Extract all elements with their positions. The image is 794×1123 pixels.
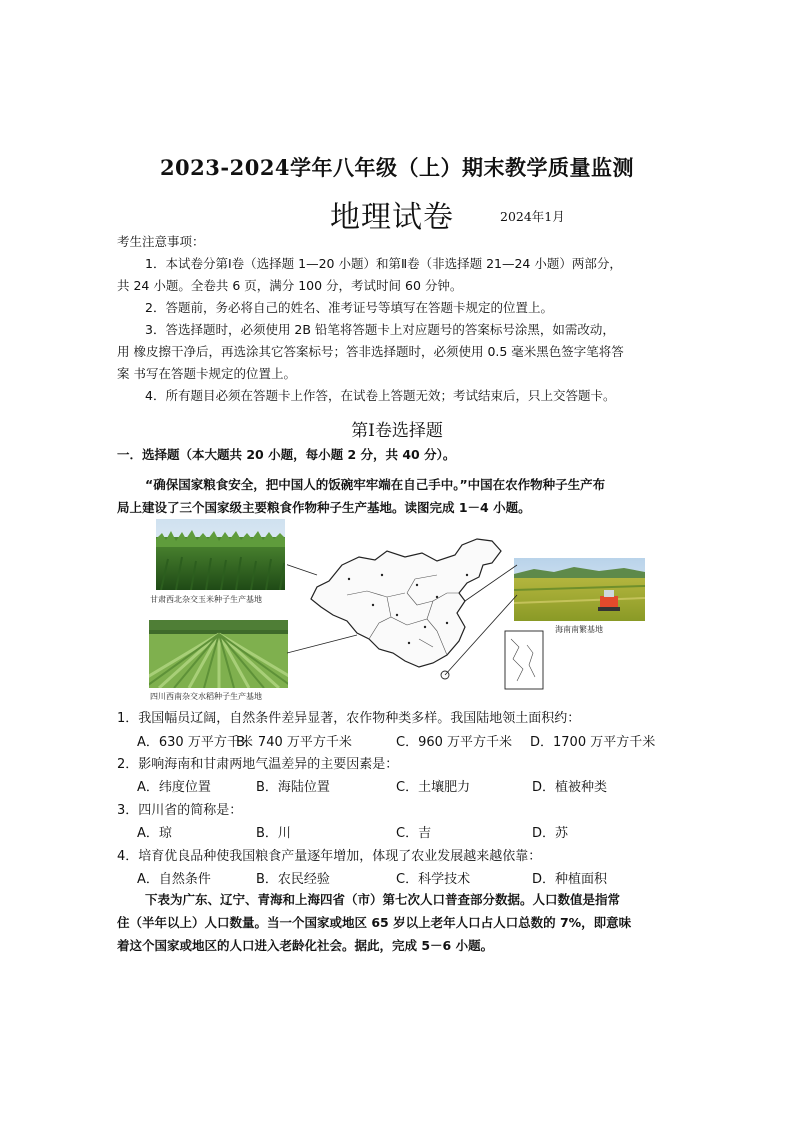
- question-1-option-b: B．740 万平方千米: [236, 735, 352, 750]
- intro-2-line-3: 着这个国家或地区的人口进入老龄化社会。据此，完成 5－6 小题。: [117, 938, 494, 953]
- notes-heading: 考生注意事项：: [117, 234, 205, 249]
- question-3-stem: 3．四川省的简称是：: [117, 803, 243, 818]
- note-2: 2．答题前，务必将自己的姓名、准考证号等填写在答题卡规定的位置上。: [145, 300, 553, 315]
- question-2-option-b: B．海陆位置: [256, 780, 330, 795]
- question-3-option-a: A．琼: [137, 826, 172, 841]
- subject-title: 地理试卷: [330, 200, 454, 235]
- question-2-option-d: D．植被种类: [532, 780, 608, 795]
- question-1-stem: 1．我国幅员辽阔，自然条件差异显著，农作物种类多样。我国陆地领土面积约：: [117, 711, 581, 726]
- question-3-option-d: D．苏: [532, 826, 569, 841]
- question-4-option-d: D．种植面积: [532, 872, 608, 887]
- exam-date: 2024年1月: [500, 209, 565, 224]
- question-3-option-c: C．吉: [396, 826, 432, 841]
- note-3-line-3: 案 书写在答题卡规定的位置上。: [117, 366, 296, 381]
- caption-hainan: 海南南繁基地: [555, 625, 603, 634]
- question-1-option-d: D．1700 万平方千米: [530, 735, 656, 750]
- question-2-option-c: C．土壤肥力: [396, 780, 471, 795]
- question-1-option-c: C．960 万平方千米: [396, 735, 513, 750]
- intro-2-line-2: 住（半年以上）人口数量。当一个国家或地区 65 岁以上老年人口占人口总数的 7%，即意味: [117, 915, 632, 930]
- caption-gansu: 甘肃西北杂交玉米种子生产基地: [150, 595, 262, 604]
- note-4: 4．所有题目必须在答题卡上作答，在试卷上答题无效；考试结束后，只上交答题卡。: [145, 388, 616, 403]
- question-4-stem: 4．培育优良品种使我国粮食产量逐年增加，体现了农业发展越来越依靠：: [117, 849, 542, 864]
- section-title: 第Ⅰ卷选择题: [351, 421, 443, 441]
- part-heading: 一．选择题（本大题共 20 小题，每小题 2 分，共 40 分）。: [117, 447, 456, 462]
- question-2-option-a: A．纬度位置: [137, 780, 211, 795]
- china-map: [287, 535, 547, 695]
- question-4-option-a: A．自然条件: [137, 872, 211, 887]
- rice-seedling-photo: [149, 620, 288, 688]
- intro-1-line-2: 局上建设了三个国家级主要粮食作物种子生产基地。读图完成 1－4 小题。: [117, 500, 531, 515]
- question-2-stem: 2．影响海南和甘肃两地气温差异的主要因素是：: [117, 757, 399, 772]
- note-1-line-1: 1．本试卷分第Ⅰ卷（选择题 1—20 小题）和第Ⅱ卷（非选择题 21—24 小题）两部分，: [145, 256, 622, 271]
- note-1-line-2: 共 24 小题。全卷共 6 页，满分 100 分，考试时间 60 分钟。: [117, 278, 463, 293]
- caption-sichuan: 四川西南杂交水稻种子生产基地: [150, 692, 262, 701]
- intro-2-line-1: 下表为广东、辽宁、青海和上海四省（市）第七次人口普查部分数据。人口数值是指常: [145, 892, 621, 907]
- question-4-option-c: C．科学技术: [396, 872, 471, 887]
- exam-title: 2023-2024学年八年级（上）期末教学质量监测: [159, 155, 635, 180]
- question-1-option-a: A．630 万平方千米: [137, 735, 253, 750]
- question-3-option-b: B．川: [256, 826, 291, 841]
- note-3-line-1: 3．答选择题时，必须使用 2B 铅笔将答题卡上对应题号的答案标号涂黑，如需改动，: [145, 322, 615, 337]
- corn-field-photo: [156, 519, 285, 590]
- note-3-line-2: 用 橡皮擦干净后，再选涂其它答案标号；答非选择题时，必须使用 0.5 毫米黑色签字笔将答: [117, 344, 624, 359]
- intro-1-line-1: “确保国家粮食安全，把中国人的饭碗牢牢端在自己手中。”中国在农作物种子生产布: [145, 477, 606, 492]
- question-4-option-b: B．农民经验: [256, 872, 330, 887]
